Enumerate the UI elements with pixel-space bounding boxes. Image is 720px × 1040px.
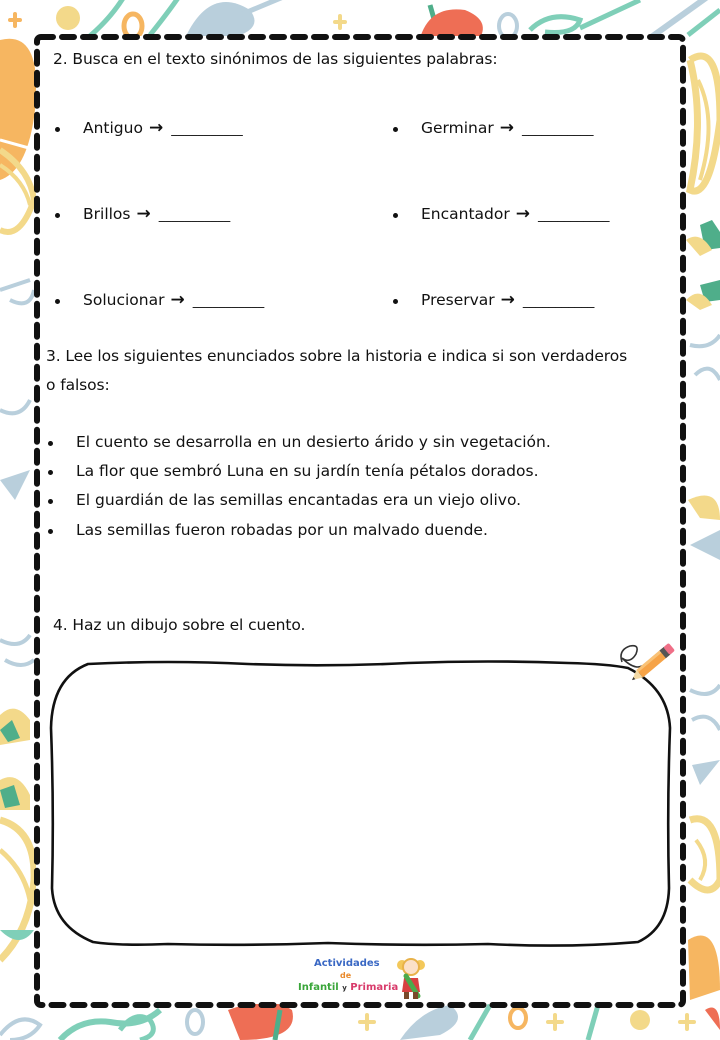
arrow-right-icon: → xyxy=(170,290,185,310)
bullet xyxy=(48,441,53,446)
logo-primaria: Primaria xyxy=(350,982,399,993)
statement-2: La flor que sembró Luna en su jardín tenía pétalos dorados. xyxy=(76,462,539,480)
bullet xyxy=(393,213,398,218)
section-3-title-line2: o falsos: xyxy=(46,376,110,394)
synonym-word: Preservar xyxy=(421,291,495,309)
logo-line-1: Actividades xyxy=(314,958,380,969)
arrow-right-icon: → xyxy=(148,118,164,138)
answer-blank[interactable]: ___________ xyxy=(537,208,610,223)
synonym-item-brillos xyxy=(83,204,230,224)
logo-y: y xyxy=(342,984,347,992)
answer-blank[interactable]: ___________ xyxy=(192,294,265,309)
brand-logo xyxy=(292,954,432,1002)
bullet xyxy=(55,127,60,132)
synonym-word: Germinar xyxy=(421,119,494,137)
synonym-word: Brillos xyxy=(83,205,131,223)
answer-blank[interactable]: ___________ xyxy=(171,122,243,137)
arrow-right-icon: → xyxy=(136,204,151,224)
statement-1: El cuento se desarrolla en un desierto árido y sin vegetación. xyxy=(76,433,551,451)
bullet xyxy=(55,213,60,218)
statement-3: El guardián de las semillas encantadas era un viejo olivo. xyxy=(76,491,522,509)
bullet xyxy=(393,299,398,304)
answer-blank[interactable]: ___________ xyxy=(522,294,595,309)
statement-4: Las semillas fueron robadas por un malvado duende. xyxy=(76,521,488,539)
synonym-item-solucionar xyxy=(83,290,264,310)
arrow-right-icon: → xyxy=(515,204,530,224)
synonym-word: Solucionar xyxy=(83,291,165,309)
synonym-item-antiguo xyxy=(83,118,243,138)
synonym-word: Encantador xyxy=(421,205,510,223)
answer-blank[interactable]: ___________ xyxy=(158,208,231,223)
bullet xyxy=(393,127,398,132)
logo-line-3 xyxy=(298,982,398,993)
drawing-area[interactable] xyxy=(48,658,672,950)
bullet xyxy=(48,470,53,475)
arrow-right-icon: → xyxy=(500,290,515,310)
synonym-item-germinar xyxy=(421,118,594,138)
bullet xyxy=(48,499,53,504)
synonym-word: Antiguo xyxy=(83,119,143,137)
logo-line-2: de xyxy=(340,971,352,980)
girl-mascot-icon xyxy=(396,956,426,1000)
bullet xyxy=(48,529,53,534)
logo-infantil: Infantil xyxy=(298,982,339,993)
arrow-right-icon: → xyxy=(499,118,514,138)
section-2-title: 2. Busca en el texto sinónimos de las siguientes palabras: xyxy=(53,50,498,68)
synonym-item-preservar xyxy=(421,290,594,310)
pencil-icon xyxy=(616,640,680,696)
section-3-title-line1: 3. Lee los siguientes enunciados sobre la historia e indica si son verdaderos xyxy=(46,347,628,365)
bullet xyxy=(55,299,60,304)
section-4-title: 4. Haz un dibujo sobre el cuento. xyxy=(53,616,306,634)
answer-blank[interactable]: ___________ xyxy=(522,122,594,137)
synonym-item-encantador xyxy=(421,204,609,224)
